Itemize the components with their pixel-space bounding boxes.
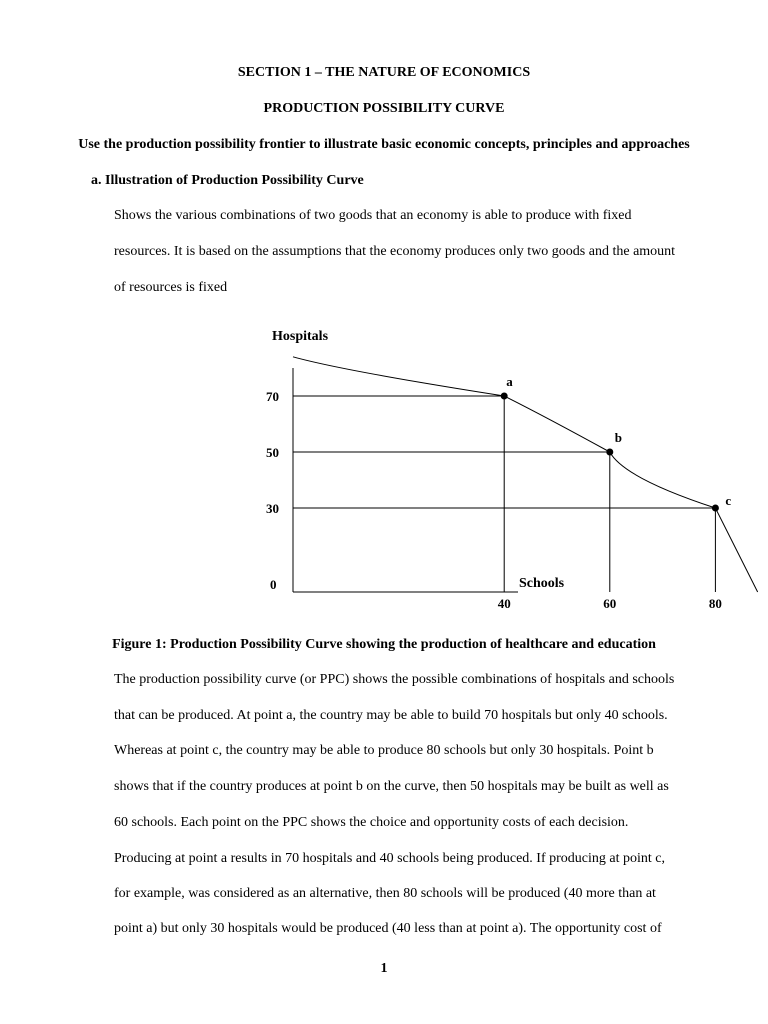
ppc-chart [250,320,732,615]
subheading: a. Illustration of Production Possibility Curve [91,173,364,188]
x-tick-label: 40 [497,596,511,611]
data-point-c [712,505,719,512]
section-title: SECTION 1 – THE NATURE OF ECONOMICS [237,65,531,80]
body-line: Producing at point a results in 70 hospitals and 40 schools being produced. If producing at point c, [114,851,665,866]
body-line: Whereas at point c, the country may be able to produce 80 schools but only 30 hospitals. Point b [114,743,654,758]
body-line: The production possibility curve (or PPC) shows the possible combinations of hospitals and schools [114,672,675,687]
ppc-curve [293,357,758,592]
body-line: 60 schools. Each point on the PPC shows the choice and opportunity costs of each decision. [114,815,629,830]
x-tick-label: 80 [708,596,722,611]
point-label-b: b [614,430,623,445]
point-label-c: c [725,493,732,508]
y-tick-label: 30 [266,501,279,516]
y-tick-label: 50 [266,445,279,460]
document-subtitle: PRODUCTION POSSIBILITY CURVE [263,101,505,116]
intro-line: of resources is fixed [114,280,228,295]
y-tick-label: 70 [266,389,279,404]
page-number: 1 [380,961,388,976]
intro-line: resources. It is based on the assumptions that the economy produces only two goods and the amount [114,244,676,259]
figure-caption: Figure 1: Production Possibility Curve showing the production of healthcare and education [112,637,656,652]
point-label-a: a [506,374,513,389]
intro-line: Shows the various combinations of two goods that an economy is able to produce with fixed [114,208,632,223]
data-point-a [501,393,508,400]
body-line: for example, was considered as an alternative, then 80 schools will be produced (40 more than at [114,886,656,901]
y-axis-label: Hospitals [272,329,329,344]
x-axis-label: Schools [519,576,565,591]
body-line: point a) but only 30 hospitals would be produced (40 less than at point a). The opportunity cost of [114,921,662,936]
origin-label: 0 [270,577,277,592]
data-point-b [606,449,613,456]
learning-objective: Use the production possibility frontier to illustrate basic economic concepts, principles and approaches [78,137,690,152]
body-line: shows that if the country produces at point b on the curve, then 50 hospitals may be built as well as [114,779,669,794]
x-tick-label: 60 [603,596,617,611]
body-line: that can be produced. At point a, the country may be able to build 70 hospitals but only 40 schools. [114,708,668,723]
